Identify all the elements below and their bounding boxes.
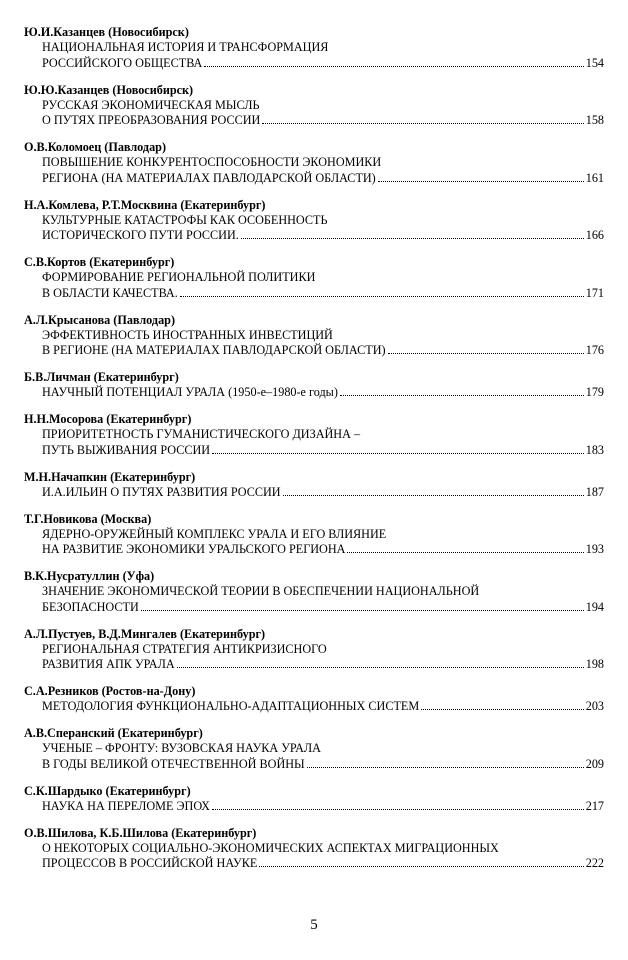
toc-entry [24,254,604,301]
entry-title: РЕГИОНАЛЬНАЯ СТРАТЕГИЯ АНТИКРИЗИСНОГО [42,641,327,656]
entry-title-line [24,841,604,857]
toc-entry [24,82,604,129]
entry-title-line [24,328,604,344]
entry-author: С.А.Резников (Ростов-на-Дону) [24,684,196,698]
entry-title-line [24,286,604,302]
entry-author: А.Л.Крысанова (Павлодар) [24,312,176,327]
entry-title-line [24,427,604,443]
dot-leader [283,494,584,496]
dot-leader [141,609,584,611]
entry-title: НАУКА НА ПЕРЕЛОМЕ ЭПОХ [42,798,210,813]
entry-title: НАУЧНЫЙ ПОТЕНЦИАЛ УРАЛА (1950-е–1980-е годы) [42,385,338,399]
entry-title: ПРИОРИТЕТНОСТЬ ГУМАНИСТИЧЕСКОГО ДИЗАЙНА – [42,427,361,441]
entry-title: БЕЗОПАСНОСТИ [42,599,139,614]
dot-leader [212,452,584,454]
entry-page: 217 [585,798,604,813]
entry-author: С.К.Шардыко (Екатеринбург) [24,783,191,798]
entry-page: 154 [585,55,604,70]
entry-title-line [24,657,604,673]
entry-title-line [24,56,604,72]
entry-page: 187 [585,484,604,499]
entry-title-line [24,799,604,815]
entry-page: 166 [585,228,604,242]
toc-entry [24,568,604,615]
entry-title-line [24,527,604,543]
dot-leader [177,666,584,668]
entry-title: ЭФФЕКТИВНОСТЬ ИНОСТРАННЫХ ИНВЕСТИЦИЙ [42,327,333,342]
entry-title: МЕТОДОЛОГИЯ ФУНКЦИОНАЛЬНО-АДАПТАЦИОННЫХ СИСТЕМ [42,699,420,713]
entry-author: Н.Н.Мосорова (Екатеринбург) [24,412,192,426]
toc-entry [24,825,604,872]
entry-title-line [24,584,604,600]
entry-title: ЗНАЧЕНИЕ ЭКОНОМИЧЕСКОЙ ТЕОРИИ В ОБЕСПЕЧЕНИИ НАЦИОНАЛЬНОЙ [42,584,480,598]
entry-title: В ОБЛАСТИ КАЧЕСТВА. [42,285,178,300]
entry-page: 203 [585,699,604,713]
entry-title: О ПУТЯХ ПРЕОБРАЗОВАНИЯ РОССИИ [42,113,261,127]
dot-leader [378,180,584,182]
entry-page: 183 [585,442,604,457]
entry-title: В ГОДЫ ВЕЛИКОЙ ОТЕЧЕСТВЕННОЙ ВОЙНЫ [42,756,305,771]
entry-page: 179 [585,385,604,399]
entry-title: РОССИЙСКОГО ОБЩЕСТВА [42,55,203,70]
entry-title: РУССКАЯ ЭКОНОМИЧЕСКАЯ МЫСЛЬ [42,97,260,112]
entry-page: 222 [585,856,604,870]
toc-entry [24,783,604,815]
entry-author: Н.А.Комлева, Р.Т.Москвина (Екатеринбург) [24,197,266,212]
dot-leader [307,766,584,768]
entry-title: ФОРМИРОВАНИЕ РЕГИОНАЛЬНОЙ ПОЛИТИКИ [42,270,316,284]
toc-entry [24,511,604,558]
entry-author: С.В.Кортов (Екатеринбург) [24,255,175,269]
entry-title: О НЕКОТОРЫХ СОЦИАЛЬНО-ЭКОНОМИЧЕСКИХ АСПЕКТАХ МИГРАЦИОННЫХ [42,840,499,855]
entry-title-line [24,171,604,187]
toc-entry [24,411,604,458]
entry-title-line [24,98,604,114]
dot-leader [180,295,584,297]
dot-leader [212,808,584,810]
entry-title-line [24,228,604,244]
toc-entry [24,683,604,715]
entry-title: В РЕГИОНЕ (НА МАТЕРИАЛАХ ПАВЛОДАРСКОЙ ОБЛАСТИ) [42,343,386,357]
entry-title: ПУТЬ ВЫЖИВАНИЯ РОССИИ [42,442,211,457]
entry-title-line [24,757,604,773]
entry-title: НА РАЗВИТИЕ ЭКОНОМИКИ УРАЛЬСКОГО РЕГИОНА [42,542,346,556]
dot-leader [204,65,583,67]
entry-title: РАЗВИТИЯ АПК УРАЛА [42,657,175,671]
page-number: 5 [310,917,318,933]
dot-leader [421,708,584,710]
entry-author: А.В.Сперанский (Екатеринбург) [24,726,203,740]
toc-entry [24,725,604,772]
toc-entry [24,197,604,244]
entry-author: О.В.Шилова, К.Б.Шилова (Екатеринбург) [24,825,257,840]
entry-title: ПРОЦЕССОВ В РОССИЙСКОЙ НАУКЕ [42,856,258,870]
dot-leader [259,865,583,867]
dot-leader [347,551,583,553]
entry-title: РЕГИОНА (НА МАТЕРИАЛАХ ПАВЛОДАРСКОЙ ОБЛАСТИ) [42,170,376,185]
entry-author: М.Н.Начапкин (Екатеринбург) [24,469,196,484]
toc-entry [24,626,604,673]
entry-page: 194 [585,599,604,614]
entry-page: 198 [585,657,604,671]
toc-entry [24,469,604,501]
entry-title-line [24,385,604,401]
toc-entry [24,369,604,401]
entry-title-line [24,699,604,715]
entry-title-line [24,343,604,359]
table-of-contents [24,24,604,882]
entry-title-line [24,40,604,56]
entry-title: КУЛЬТУРНЫЕ КАТАСТРОФЫ КАК ОСОБЕННОСТЬ [42,212,328,227]
entry-title: И.А.ИЛЬИН О ПУТЯХ РАЗВИТИЯ РОССИИ [42,484,281,499]
entry-author: О.В.Коломоец (Павлодар) [24,140,167,154]
entry-title-line [24,600,604,616]
entry-title-line [24,155,604,171]
entry-title: ИСТОРИЧЕСКОГО ПУТИ РОССИИ. [42,228,239,242]
entry-title-line [24,113,604,129]
entry-page: 158 [585,113,604,127]
entry-title-line [24,741,604,757]
entry-page: 176 [585,343,604,357]
toc-entry [24,24,604,71]
toc-entry [24,139,604,186]
entry-title-line [24,642,604,658]
entry-title-line [24,542,604,558]
dot-leader [388,352,584,354]
entry-title: ПОВЫШЕНИЕ КОНКУРЕНТОСПОСОБНОСТИ ЭКОНОМИКИ [42,155,382,169]
entry-page: 193 [585,542,604,556]
entry-title-line [24,485,604,501]
entry-page: 161 [585,170,604,185]
dot-leader [340,394,584,396]
entry-title: ЯДЕРНО-ОРУЖЕЙНЫЙ КОМПЛЕКС УРАЛА И ЕГО ВЛИЯНИЕ [42,526,387,541]
entry-title: УЧЕНЫЕ – ФРОНТУ: ВУЗОВСКАЯ НАУКА УРАЛА [42,741,321,755]
entry-title-line [24,856,604,872]
dot-leader [241,237,584,239]
entry-author: Т.Г.Новикова (Москва) [24,511,152,526]
entry-author: Б.В.Личман (Екатеринбург) [24,370,179,384]
toc-entry [24,312,604,359]
entry-title: НАЦИОНАЛЬНАЯ ИСТОРИЯ И ТРАНСФОРМАЦИЯ [42,40,329,54]
dot-leader [262,122,583,124]
entry-author: Ю.И.Казанцев (Новосибирск) [24,25,189,39]
entry-title-line [24,213,604,229]
entry-author: Ю.Ю.Казанцев (Новосибирск) [24,82,194,97]
entry-page: 171 [585,285,604,300]
entry-page: 209 [585,756,604,771]
entry-author: В.К.Нусратуллин (Уфа) [24,569,155,583]
entry-author: А.Л.Пустуев, В.Д.Мингалев (Екатеринбург) [24,626,266,641]
entry-title-line [24,270,604,286]
entry-title-line [24,443,604,459]
